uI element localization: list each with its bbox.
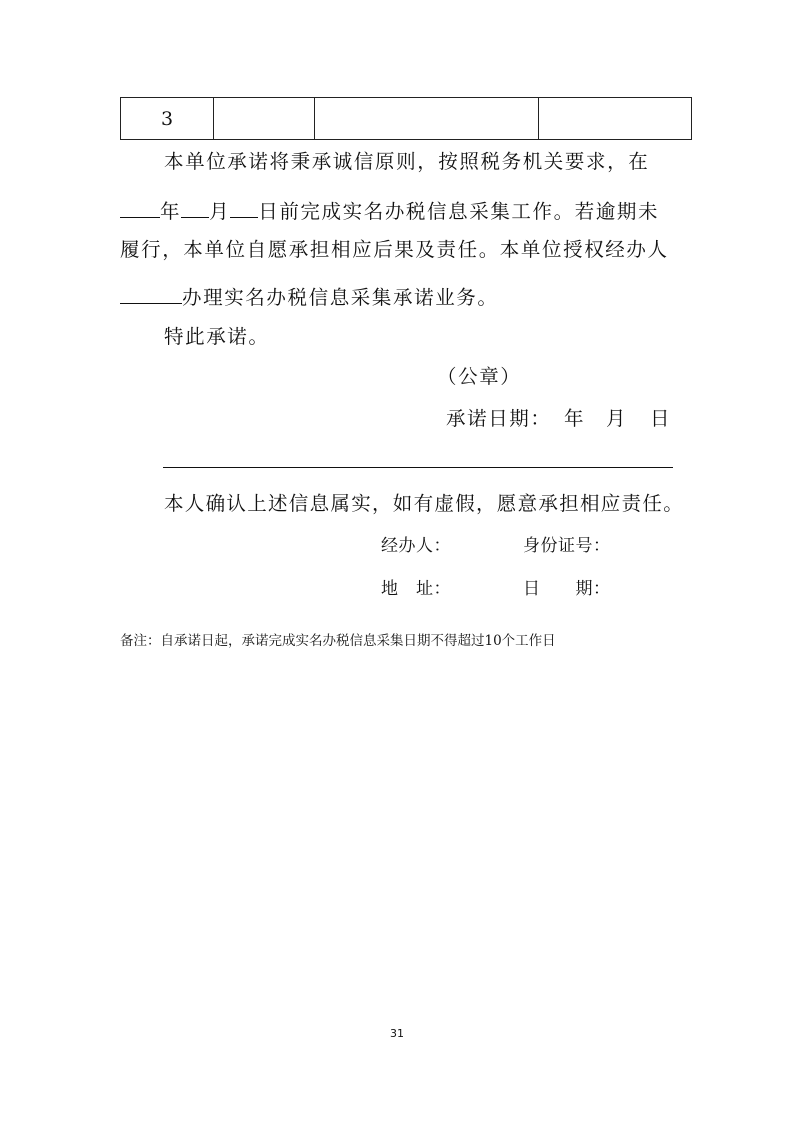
pledge-line-3: 履行，本单位自愿承担相应后果及责任。本单位授权经办人 [120,238,669,261]
page-number: 31 [390,1027,404,1040]
pledge-line-4 [120,281,499,313]
row-number-cell: 3 [121,98,214,140]
pledge-date-month: 月 [606,407,628,430]
confirm-statement: 本人确认上述信息属实，如有虚假，愿意承担相应责任。 [164,492,685,515]
footnote: 备注：自承诺日起，承诺完成实名办税信息采集日期不得超过10个工作日 [120,633,556,649]
pledge-line-1: 本单位承诺将秉承诚信原则，按照税务机关要求，在 [164,150,650,173]
pledge-line-4-tail: 办理实名办税信息采集承诺业务。 [182,286,499,309]
agent-name-blank [120,281,182,304]
pledge-line-2-tail: 日前完成实名办税信息采集工作。若逾期未 [258,200,660,223]
pledge-date-label: 承诺日期： [446,407,552,430]
address-label: 地 址： [381,579,451,599]
table-row [121,98,692,140]
empty-cell [539,98,692,140]
pledge-date-day: 日 [650,407,672,430]
seal-label: （公章） [437,365,522,388]
id-number-label: 身份证号： [523,536,611,556]
month-blank [181,195,209,218]
year-blank [120,195,160,218]
pledge-line-2 [120,195,659,227]
month-unit: 月 [209,200,231,223]
info-table [120,97,692,140]
divider-line [163,467,673,468]
empty-cell [315,98,539,140]
year-unit: 年 [160,200,182,223]
agent-label: 经办人： [381,536,451,556]
confirm-date-label: 日 期： [523,579,611,599]
pledge-date-year: 年 [564,407,586,430]
closing-text: 特此承诺。 [164,325,270,348]
empty-cell [214,98,315,140]
day-blank [230,195,258,218]
